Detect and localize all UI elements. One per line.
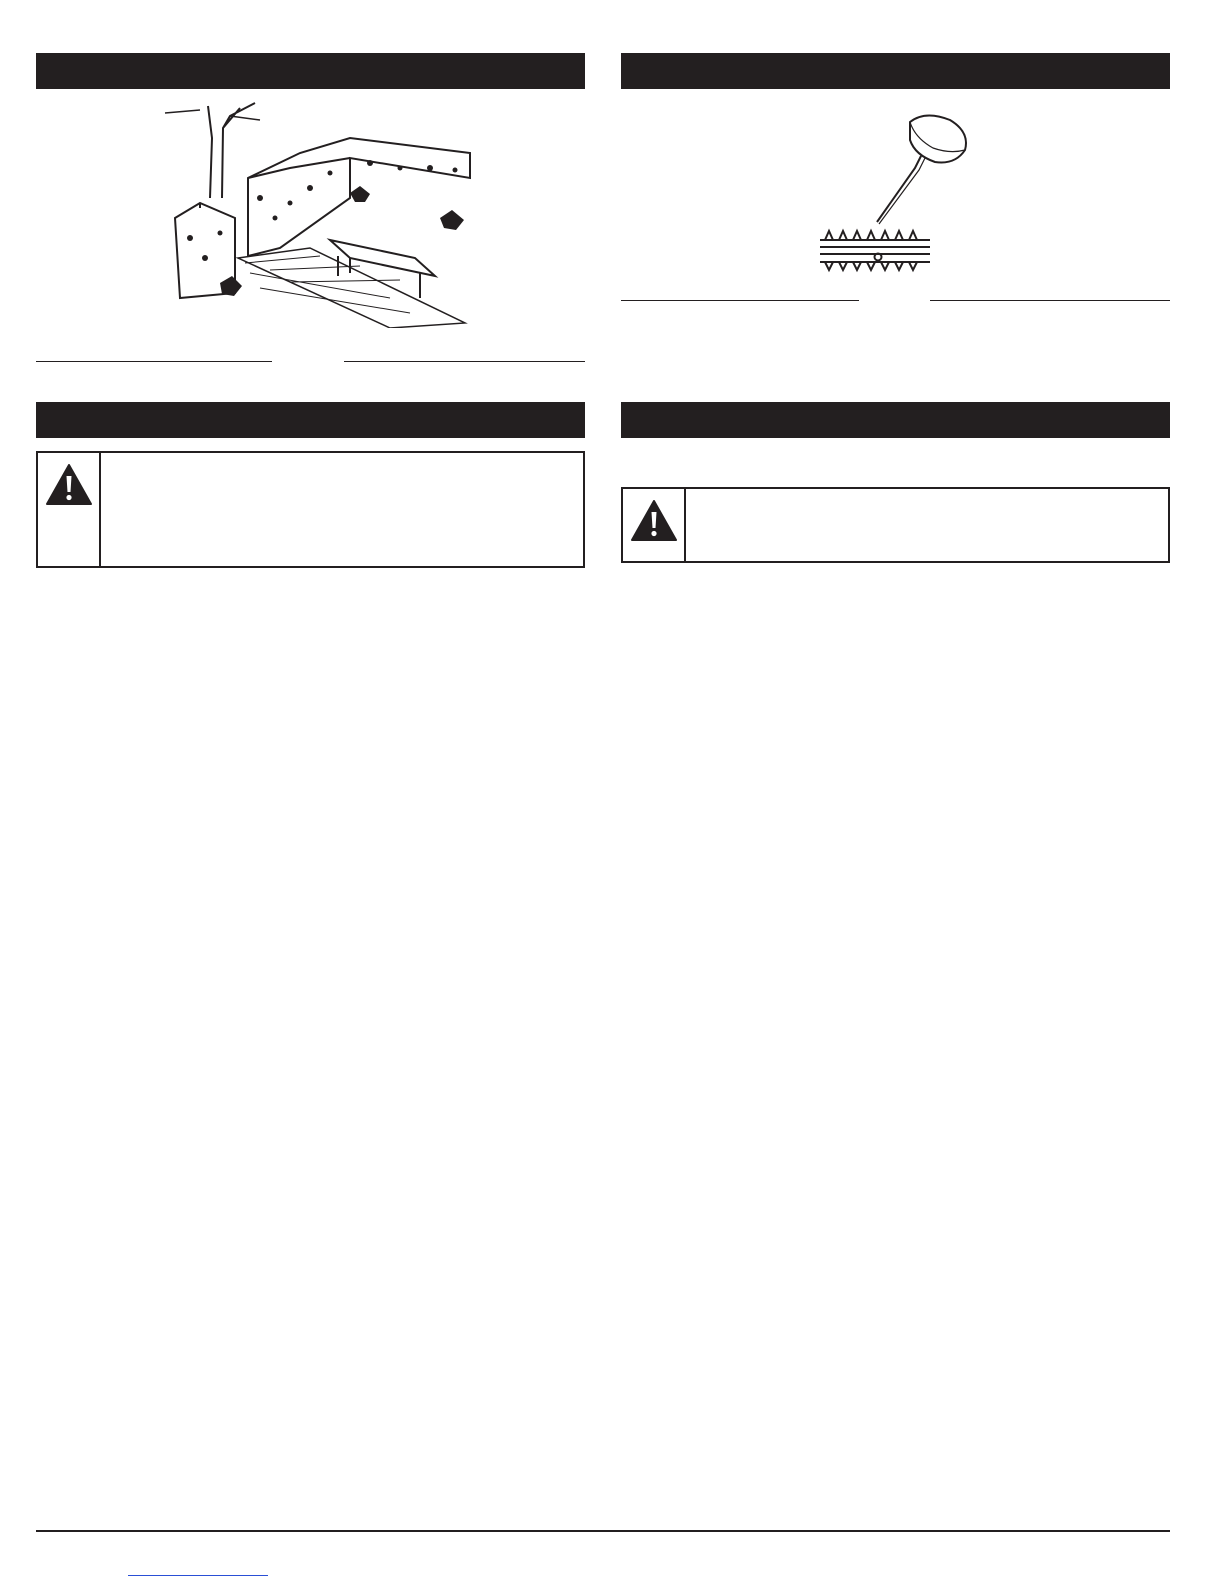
warning-triangle-icon (630, 499, 678, 543)
warning-box-left (36, 451, 585, 568)
caption-rule-left (621, 300, 859, 301)
section-header-bar-top-right (621, 53, 1170, 89)
warning-icon-cell (623, 489, 686, 561)
caption-rule-right (930, 300, 1170, 301)
oiling-blade-illustration (815, 110, 975, 278)
caption-rule-left (36, 361, 272, 362)
warning-triangle-icon (45, 463, 93, 507)
caption-rule-right (344, 361, 585, 362)
warning-icon-cell (38, 453, 101, 566)
warning-box-right (621, 487, 1170, 563)
footer-rule (36, 1530, 1170, 1532)
section-header-bar-bottom-left (36, 402, 585, 438)
footer-link-underline[interactable] (128, 1575, 268, 1576)
hedge-garden-illustration (160, 98, 480, 328)
section-header-bar-top-left (36, 53, 585, 89)
section-header-bar-bottom-right (621, 402, 1170, 438)
